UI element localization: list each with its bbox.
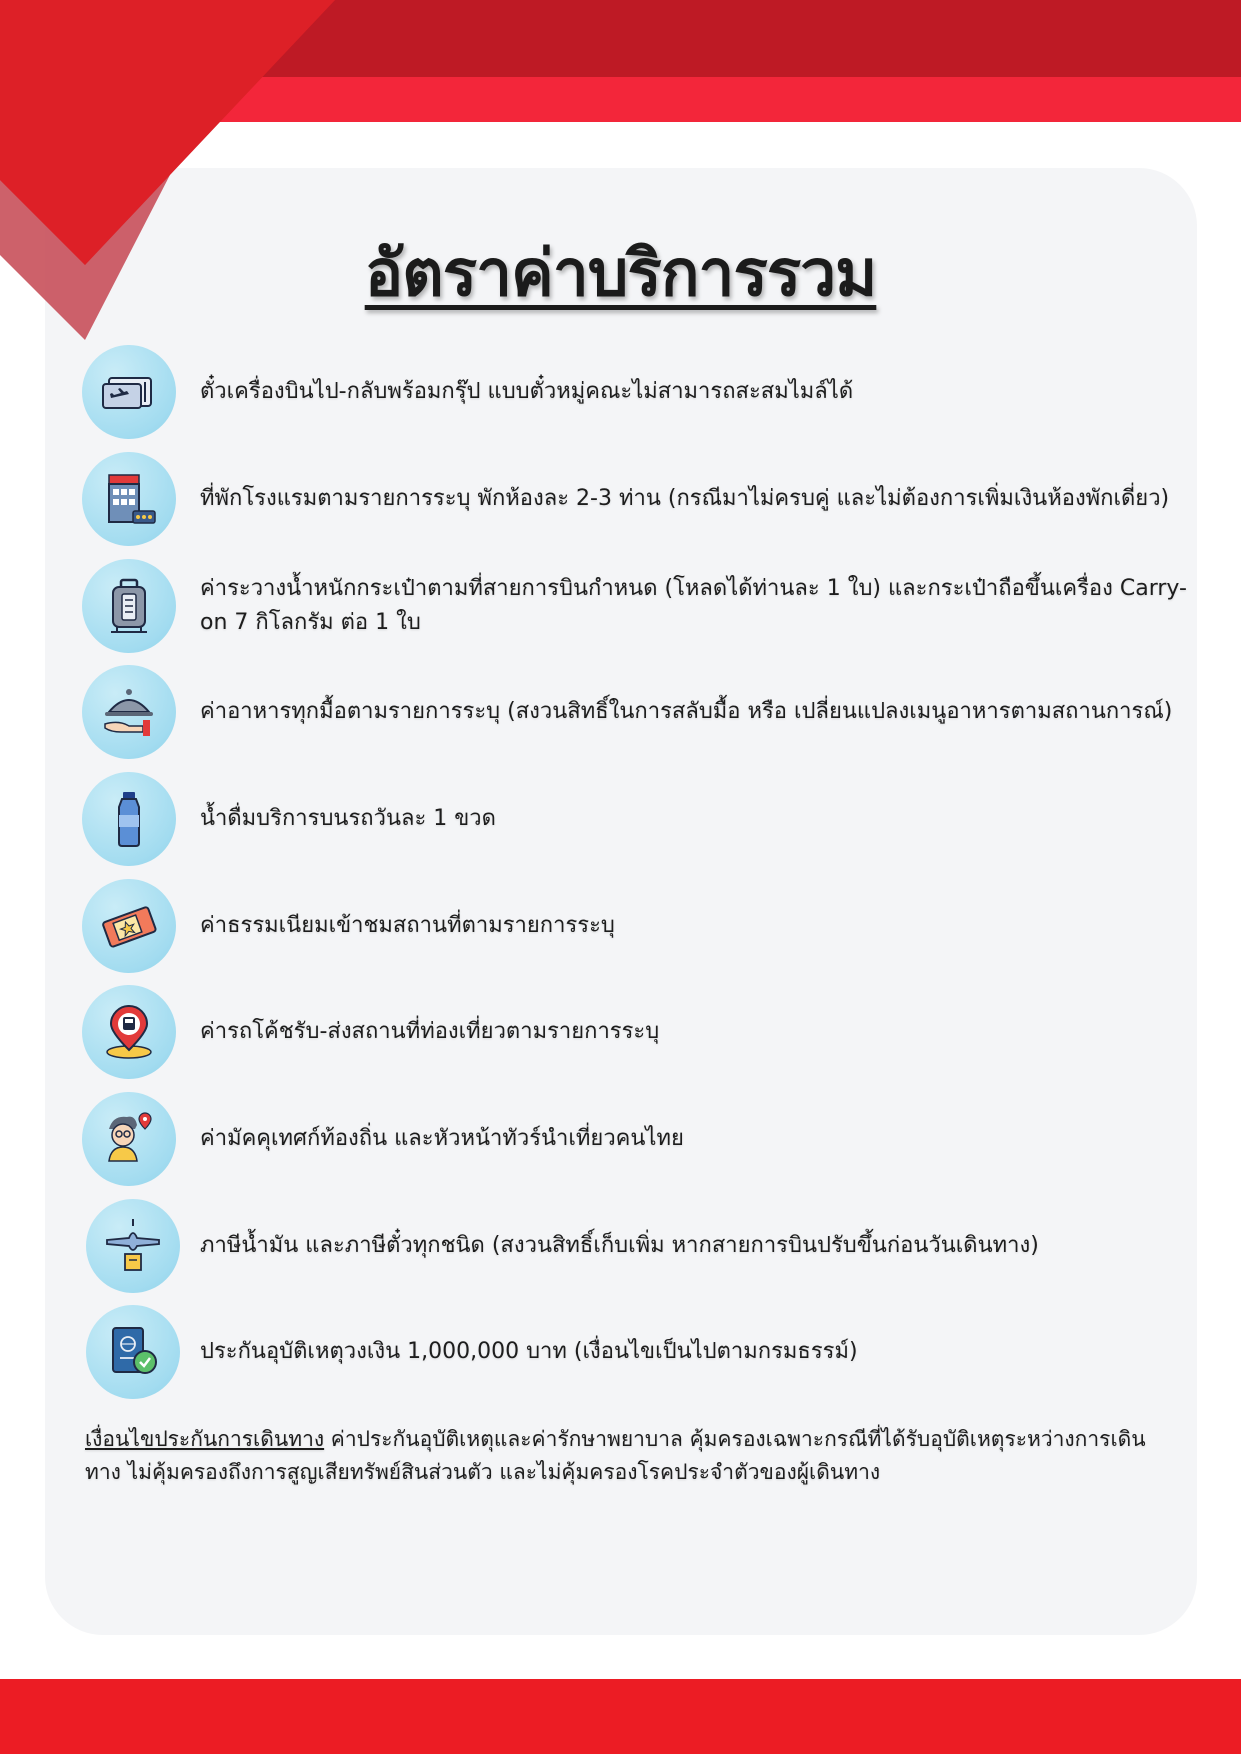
list-item (82, 559, 1187, 655)
list-item-text: ค่าระวางน้ำหนักกระเป๋าตามที่สายการบินกำหนด (โหลดได้ท่านละ 1 ใบ) และกระเป๋าถือขึ้นเครื่อง Carry-on 7 กิโลกรัม ต่อ 1 ใบ (200, 576, 1187, 635)
passport-insurance-icon (86, 1305, 180, 1399)
tour-guide-icon (82, 1092, 176, 1186)
list-item (82, 985, 1182, 1081)
water-bottle-icon (82, 772, 176, 866)
footer-band (0, 1679, 1241, 1754)
bus-location-icon (82, 985, 176, 1079)
list-item-text: ที่พักโรงแรมตามรายการระบุ พักห้องละ 2-3 ท่าน (กรณีมาไม่ครบคู่ และไม่ต้องการเพิ่มเงินห้องพักเดี่ยว) (200, 486, 1170, 511)
list-item (82, 452, 1182, 548)
insurance-note-label: เงื่อนไขประกันการเดินทาง (85, 1427, 325, 1451)
insurance-note-text: ค่าประกันอุบัติเหตุและค่ารักษาพยาบาล คุ้มครองเฉพาะกรณีที่ได้รับอุบัติเหตุระหว่างการเดินทาง ไม่คุ้มครองถึงการสูญเสียทรัพย์สินส่วนตัว และไม่คุ้มครองโรคประจำตัวของผู้เดินทาง (85, 1427, 1146, 1484)
list-item (82, 665, 1182, 761)
hotel-icon (82, 452, 176, 546)
list-item-text: ค่ารถโค้ชรับ-ส่งสถานที่ท่องเที่ยวตามรายการระบุ (200, 1019, 660, 1044)
airplane-cargo-icon (86, 1199, 180, 1293)
list-item-text: ค่าธรรมเนียมเข้าชมสถานที่ตามรายการระบุ (200, 913, 615, 938)
list-item-text: ค่าอาหารทุกมื้อตามรายการระบุ (สงวนสิทธิ์ในการสลับมื้อ หรือ เปลี่ยนแปลงเมนูอาหารตามสถานการณ์) (200, 699, 1173, 724)
list-item (82, 1305, 1182, 1401)
plane-ticket-icon (82, 345, 176, 439)
luggage-icon (82, 559, 176, 653)
list-item (82, 1092, 1182, 1188)
list-item-text: ประกันอุบัติเหตุวงเงิน 1,000,000 บาท (เงื่อนไขเป็นไปตามกรมธรรม์) (200, 1339, 858, 1364)
list-item (82, 345, 1182, 441)
meal-cloche-icon (82, 665, 176, 759)
list-item (82, 772, 1182, 868)
entry-ticket-icon (82, 879, 176, 973)
list-item-text: น้ำดื่มบริการบนรถวันละ 1 ขวด (200, 806, 496, 831)
page-title: อัตราค่าบริการรวม (364, 237, 877, 311)
list-item (82, 1199, 1182, 1295)
list-item-text: ภาษีน้ำมัน และภาษีตั๋วทุกชนิด (สงวนสิทธิ์เก็บเพิ่ม หากสายการบินปรับขึ้นก่อนวันเดินทาง) (200, 1233, 1039, 1258)
list-item-text: ตั๋วเครื่องบินไป-กลับพร้อมกรุ๊ป แบบตั๋วหมู่คณะไม่สามารถสะสมไมล์ได้ (200, 379, 854, 404)
list-item-text: ค่ามัคคุเทศก์ท้องถิ่น และหัวหน้าทัวร์นำเที่ยวคนไทย (200, 1126, 684, 1151)
insurance-note (85, 1423, 1165, 1489)
list-item (82, 879, 1182, 975)
